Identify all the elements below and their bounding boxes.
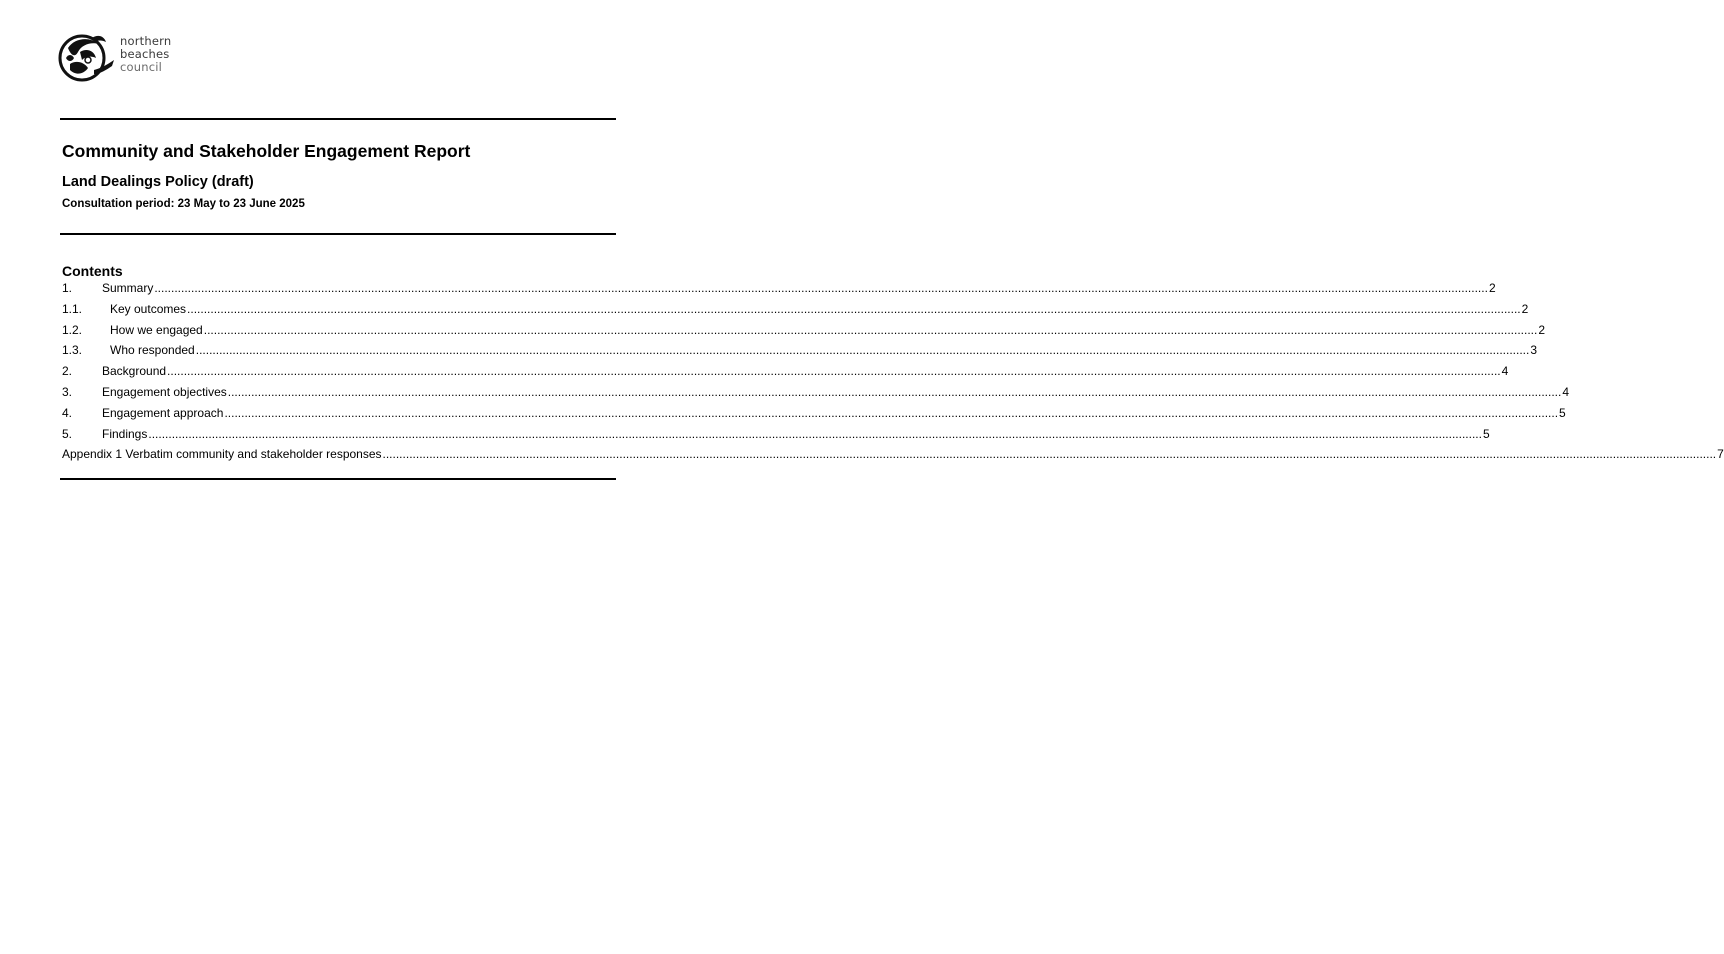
toc-entry[interactable]	[62, 322, 1546, 344]
toc-entry-page: 2	[1488, 281, 1496, 295]
bottom-divider	[60, 478, 616, 480]
toc-entry-label: Engagement approach	[102, 405, 224, 420]
toc-entry[interactable]	[62, 301, 1529, 323]
toc-entry-page: 4	[1562, 384, 1570, 399]
toc-entry-label: How we engaged	[110, 322, 203, 337]
contents-heading: Contents	[62, 263, 123, 279]
council-logo	[58, 30, 188, 86]
council-name	[120, 35, 171, 74]
toc-leader-dots: ................................................................................................................................................................................................................................................................................................................................................................................................................	[382, 447, 1717, 462]
toc-entry-number: 5.	[62, 426, 73, 441]
toc-entry-number: 1.3.	[62, 343, 83, 358]
toc-entry-page: 2	[1538, 322, 1546, 337]
toc-entry[interactable]	[62, 343, 1538, 364]
toc-entry-label: Key outcomes	[110, 301, 187, 316]
toc-entry-number: 2.	[62, 364, 73, 379]
council-name-line2: beaches	[120, 47, 170, 61]
toc-leader-dots: ................................................................................................................................................................................................................................................................................................................................................................................................................	[195, 343, 1530, 358]
toc-entry-label: Appendix 1 Verbatim community and stakeholder responses	[62, 447, 382, 462]
toc-entry-page: 3	[1530, 343, 1538, 358]
toc-entry-page: 5	[1482, 426, 1490, 441]
toc-entry-label: Summary	[102, 281, 154, 295]
council-emblem-icon	[58, 30, 116, 86]
toc-leader-dots: ................................................................................................................................................................................................................................................................................................................................................................................................................	[154, 281, 1488, 295]
toc-leader-dots: ................................................................................................................................................................................................................................................................................................................................................................................................................	[224, 405, 1559, 420]
toc-entry[interactable]	[62, 426, 1490, 448]
toc-leader-dots: ................................................................................................................................................................................................................................................................................................................................................................................................................	[167, 364, 1501, 379]
report-subtitle: Land Dealings Policy (draft)	[62, 174, 254, 190]
report-title: Community and Stakeholder Engagement Report	[62, 141, 471, 161]
consultation-period: Consultation period: 23 May to 23 June 2025	[62, 198, 305, 210]
toc-entry-label: Findings	[102, 426, 148, 441]
toc-leader-dots: ................................................................................................................................................................................................................................................................................................................................................................................................................	[227, 384, 1562, 399]
toc-entry-page: 4	[1501, 364, 1509, 379]
toc-entry-number: 1.	[62, 281, 73, 295]
toc-entry-page: 2	[1521, 301, 1529, 316]
council-name-line3: council	[120, 60, 163, 74]
toc-entry-number: 4.	[62, 405, 73, 420]
toc-entry-page: 5	[1559, 405, 1566, 420]
middle-divider	[60, 233, 616, 235]
toc-entry[interactable]	[62, 281, 1496, 302]
toc-entry[interactable]	[62, 364, 1509, 385]
toc-leader-dots: ................................................................................................................................................................................................................................................................................................................................................................................................................	[187, 301, 1521, 316]
toc-leader-dots: ................................................................................................................................................................................................................................................................................................................................................................................................................	[148, 426, 1482, 441]
top-divider	[60, 118, 616, 120]
toc-entry-number: 1.2.	[62, 322, 83, 337]
council-name-line1: northern	[120, 34, 172, 48]
toc-entry-number: 3.	[62, 384, 73, 399]
toc-entry[interactable]	[62, 405, 1566, 427]
toc-entry-label: Background	[102, 364, 167, 379]
toc-leader-dots: ................................................................................................................................................................................................................................................................................................................................................................................................................	[203, 322, 1538, 337]
toc-entry[interactable]	[62, 384, 1570, 406]
table-of-contents	[62, 281, 1724, 468]
toc-entry-label: Who responded	[110, 343, 195, 358]
toc-entry-number: 1.1.	[62, 301, 83, 316]
toc-entry[interactable]	[62, 447, 1724, 468]
toc-entry-label: Engagement objectives	[102, 384, 227, 399]
toc-entry-page: 7	[1717, 447, 1724, 462]
